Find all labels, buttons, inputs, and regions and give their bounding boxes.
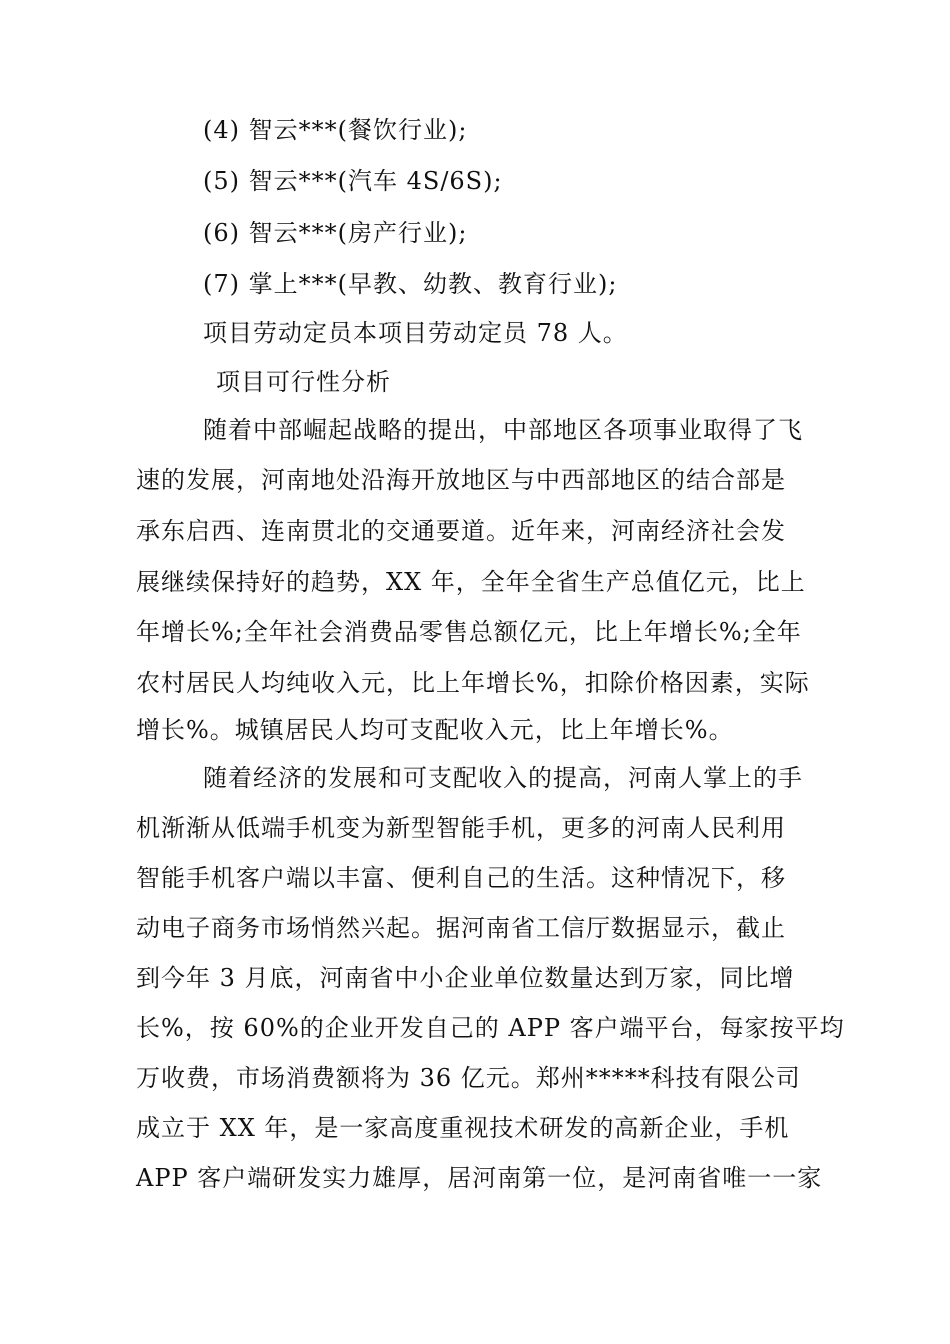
- paragraph-line: 智能手机客户端以丰富、便利自己的生活。这种情况下，移: [136, 864, 786, 892]
- paragraph-line: 成立于 XX 年，是一家高度重视技术研发的高新企业，手机: [136, 1114, 790, 1142]
- paragraph-line: APP 客户端研发实力雄厚，居河南第一位，是河南省唯一一家: [136, 1164, 823, 1192]
- list-item: (4) 智云***(餐饮行业);: [203, 116, 468, 144]
- paragraph-line: 速的发展，河南地处沿海开放地区与中西部地区的结合部是: [136, 466, 786, 494]
- paragraph-line: 万收费，市场消费额将为 36 亿元。郑州*****科技有限公司: [136, 1064, 801, 1092]
- list-item: (5) 智云***(汽车 4S/6S);: [203, 167, 503, 195]
- paragraph-line: 随着经济的发展和可支配收入的提高，河南人掌上的手: [203, 764, 803, 792]
- paragraph-line: 展继续保持好的趋势，XX 年，全年全省生产总值亿元，比上: [136, 568, 806, 596]
- list-item: (7) 掌上***(早教、幼教、教育行业);: [203, 270, 618, 298]
- paragraph-line: 年增长%;全年社会消费品零售总额亿元，比上年增长%;全年: [136, 618, 802, 646]
- staffing-text: 项目劳动定员本项目劳动定员 78 人。: [203, 319, 628, 347]
- list-item: (6) 智云***(房产行业);: [203, 219, 468, 247]
- paragraph-line: 机渐渐从低端手机变为新型智能手机，更多的河南人民利用: [136, 814, 786, 842]
- paragraph-line: 动电子商务市场悄然兴起。据河南省工信厅数据显示，截止: [136, 914, 786, 942]
- paragraph-line: 农村居民人均纯收入元，比上年增长%，扣除价格因素，实际: [136, 669, 810, 697]
- paragraph-line: 到今年 3 月底，河南省中小企业单位数量达到万家，同比增: [136, 964, 795, 992]
- section-heading: 项目可行性分析: [216, 368, 391, 396]
- paragraph-line: 随着中部崛起战略的提出，中部地区各项事业取得了飞: [203, 416, 803, 444]
- paragraph-line: 增长%。城镇居民人均可支配收入元，比上年增长%。: [136, 716, 734, 744]
- paragraph-line: 长%，按 60%的企业开发自己的 APP 客户端平台，每家按平均: [136, 1014, 845, 1042]
- paragraph-line: 承东启西、连南贯北的交通要道。近年来，河南经济社会发: [136, 517, 786, 545]
